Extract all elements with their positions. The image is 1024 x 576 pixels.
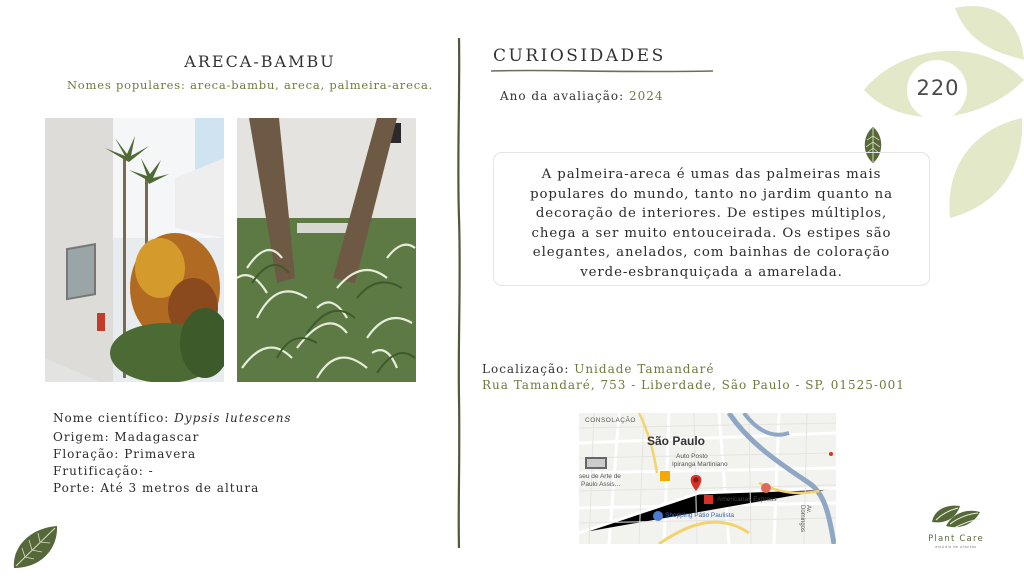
page-number: 220 xyxy=(916,76,960,100)
plant-care-logo-icon xyxy=(930,500,982,532)
scientific-name-label: Nome científico: xyxy=(53,411,170,425)
logo-tagline: estúdio de plantas xyxy=(935,545,977,549)
location-unit: Unidade Tamandaré xyxy=(574,362,715,376)
size: Porte: Até 3 metros de altura xyxy=(53,481,260,495)
plant-photo-2 xyxy=(237,118,416,382)
plant-photo-1 xyxy=(45,118,224,382)
evaluation-label: Ano da avaliação: xyxy=(500,89,625,103)
plant-info xyxy=(53,410,292,497)
location-label: Localização: xyxy=(482,362,570,376)
scientific-name: Dypsis lutescens xyxy=(174,411,292,425)
scientific-name-line xyxy=(53,410,292,427)
flowering: Floração: Primavera xyxy=(53,447,197,461)
origin: Origem: Madagascar xyxy=(53,430,200,444)
map-city-label: São Paulo xyxy=(647,434,706,448)
map-poi-2b: Paulo Assis... xyxy=(581,481,621,488)
popular-names: Nomes populares: areca-bambu, areca, palmeira-areca. xyxy=(66,78,434,92)
location-map[interactable] xyxy=(579,413,836,544)
map-poi-2: seu de Arte de xyxy=(579,473,621,480)
curiosities-box xyxy=(493,152,930,286)
evaluation-year: 2024 xyxy=(628,89,664,103)
decorative-leaf-bottom-left xyxy=(10,522,60,572)
map-poi-4: Shopping Pátio Paulista xyxy=(665,512,735,519)
vertical-divider xyxy=(455,38,463,548)
map-poi-3: Americanas Express xyxy=(717,496,777,503)
curiosities-title: CURIOSIDADES xyxy=(493,46,666,66)
map-district-label: CONSOLAÇÃO xyxy=(585,417,636,424)
map-poi-1b: Ipiranga Martiniano xyxy=(672,461,728,468)
map-poi-5: Av. Domingos xyxy=(799,505,811,533)
location-address: Rua Tamandaré, 753 - Liberdade, São Paulo - SP, 01525-001 xyxy=(482,378,905,392)
curiosities-text: A palmeira-areca é umas das palmeiras mais populares do mundo, tanto no jardim quanto na decoração de interiores. De estipes múltiplos, chega a ser muito entouceirada. Os estipes são elegantes, anelados, com bainhas de coloração verde-esbranquiçada a amarelada. xyxy=(530,167,893,280)
curiosities-underline xyxy=(491,68,713,74)
location-block xyxy=(482,361,905,393)
map-poi-1: Auto Posto xyxy=(676,453,708,460)
plant-title: ARECA-BAMBU xyxy=(184,52,336,71)
fruiting: Frutificação: - xyxy=(53,464,154,478)
logo-name: Plant Care xyxy=(928,534,984,544)
location-line xyxy=(482,361,905,377)
evaluation-year-line xyxy=(500,89,664,103)
